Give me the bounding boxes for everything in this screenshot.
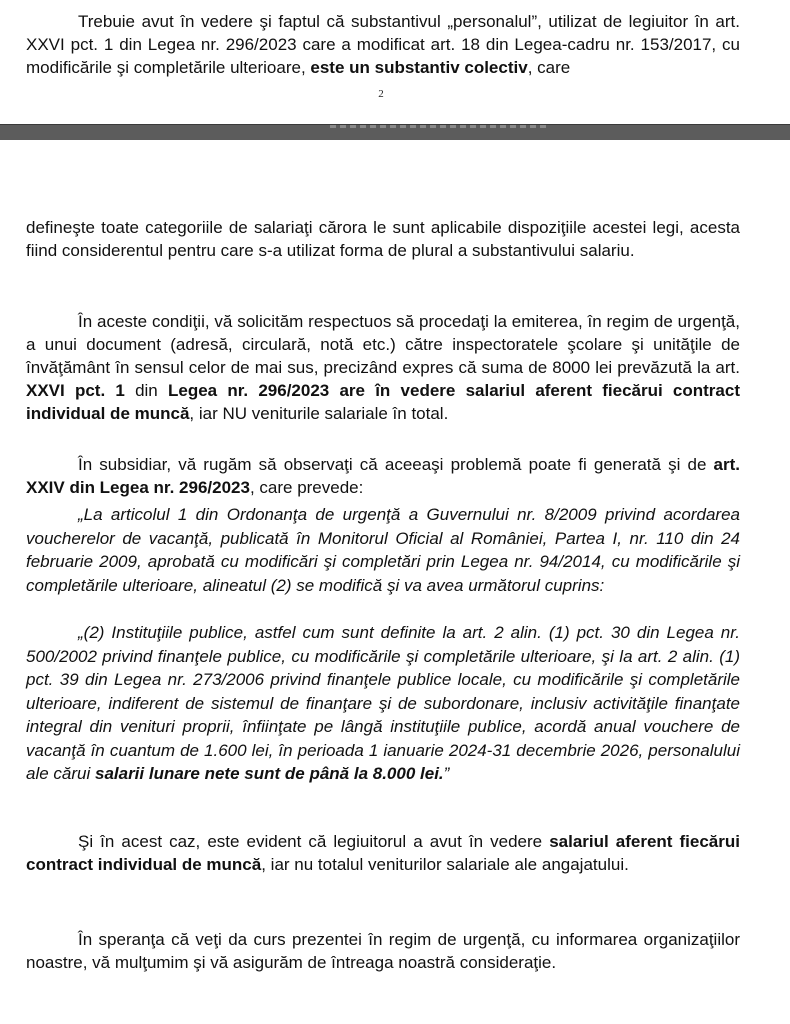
text-run: , iar NU veniturile salariale în total. bbox=[189, 404, 449, 423]
page-separator-peek bbox=[330, 125, 550, 128]
bold-text-run: salarii lunare nete sunt de până la 8.000 lei. bbox=[94, 764, 444, 783]
document-page-top bbox=[0, 0, 790, 124]
paragraph-conclusion bbox=[26, 830, 740, 876]
quote-article-1: „La articolul 1 din Ordonanţa de urgenţă a Guvernului nr. 8/2009 privind acordarea voucherelor de vacanţă, publicată în Monitorul Oficial al României, Partea I, nr. 110 din 24 februarie 2009, aprobată cu modificări şi completări prin Legea nr. 94/2014, cu modificările şi completările ulterioare, alineatul (2) se modifică şi va avea următorul cuprins: bbox=[26, 505, 740, 595]
bold-text-run: art. XXIV din Legea nr. 296/2023 bbox=[26, 455, 740, 497]
bold-text-run: este un substantiv colectiv bbox=[310, 58, 528, 77]
text-run: „(2) Instituţiile publice, astfel cum sunt definite la art. 2 alin. (1) pct. 30 din Legea nr. 500/2002 privind finanţele publice, cu modificările şi completările ulterioare, şi la art. 2 alin. (1) pct. 39 din Legea nr. 273/2006 privind finanţele publice locale, cu modificările şi completările ulterioare, indiferent de sistemul de finanţare şi de subordonare, inclusiv activităţile finanţate integral din venituri proprii, înfiinţate pe lângă instituţiile publice, acordă anual vouchere de vacanţă în cuantum de 1.600 lei, în perioada 1 ianuarie 2024-31 decembrie 2026, personalului ale cărui bbox=[26, 623, 740, 783]
text-run: , care bbox=[527, 58, 571, 77]
paragraph-personal-collective bbox=[26, 10, 740, 79]
text-run: Trebuie avut în vedere şi faptul că substantivul „personalul”, utilizat de legiuitor în art. XXVI pct. 1 din Legea nr. 296/2023 care a modificat art. 18 din Legea-cadru nr. 153/2017, cu modificările şi completările ulterioare, bbox=[26, 12, 740, 77]
text-run: din bbox=[124, 381, 168, 400]
text-run: , care prevede: bbox=[249, 478, 364, 497]
paragraph-continuation: defineşte toate categoriile de salariaţi cărora le sunt aplicabile dispoziţiile acestei legi, acesta fiind considerentul pentru care s-a utilizat forma de plural a substantivului salariu. bbox=[26, 218, 740, 260]
text-run: În aceste condiţii, vă solicităm respectuos să procedaţi la emiterea, în regim de urgenţă, a unui document (adresă, circulară, notă etc.) către inspectoratele şcolare şi unităţile de învăţământ în sensul celor de mai sus, precizând expres că suma de 8000 lei prevăzută la art. bbox=[26, 312, 740, 377]
document-page-bottom bbox=[0, 140, 790, 1024]
page-number: 2 bbox=[378, 88, 384, 100]
bold-text-run: XXVI pct. 1 bbox=[26, 381, 125, 400]
page-separator bbox=[0, 124, 790, 141]
quote-paragraph-2 bbox=[26, 621, 740, 786]
paragraph-subsidiary bbox=[26, 453, 740, 499]
text-run: În subsidiar, vă rugăm să observaţi că aceeaşi problemă poate fi generată şi de bbox=[78, 455, 714, 474]
paragraph-request bbox=[26, 310, 740, 425]
text-run: ” bbox=[443, 764, 450, 783]
paragraph-closing: În speranţa că veţi da curs prezentei în regim de urgenţă, cu informarea organizaţiilor noastre, vă mulţumim şi vă asigurăm de întreaga noastră consideraţie. bbox=[26, 930, 740, 972]
bold-text-run: salariul aferent fiecărui contract individual de muncă bbox=[26, 832, 740, 874]
text-run: Şi în acest caz, este evident că legiuitorul a avut în vedere bbox=[78, 832, 550, 851]
bold-text-run: Legea nr. 296/2023 are în vedere salariul aferent fiecărui contract individual de muncă bbox=[26, 381, 740, 423]
text-run: , iar nu totalul veniturilor salariale ale angajatului. bbox=[261, 855, 629, 874]
